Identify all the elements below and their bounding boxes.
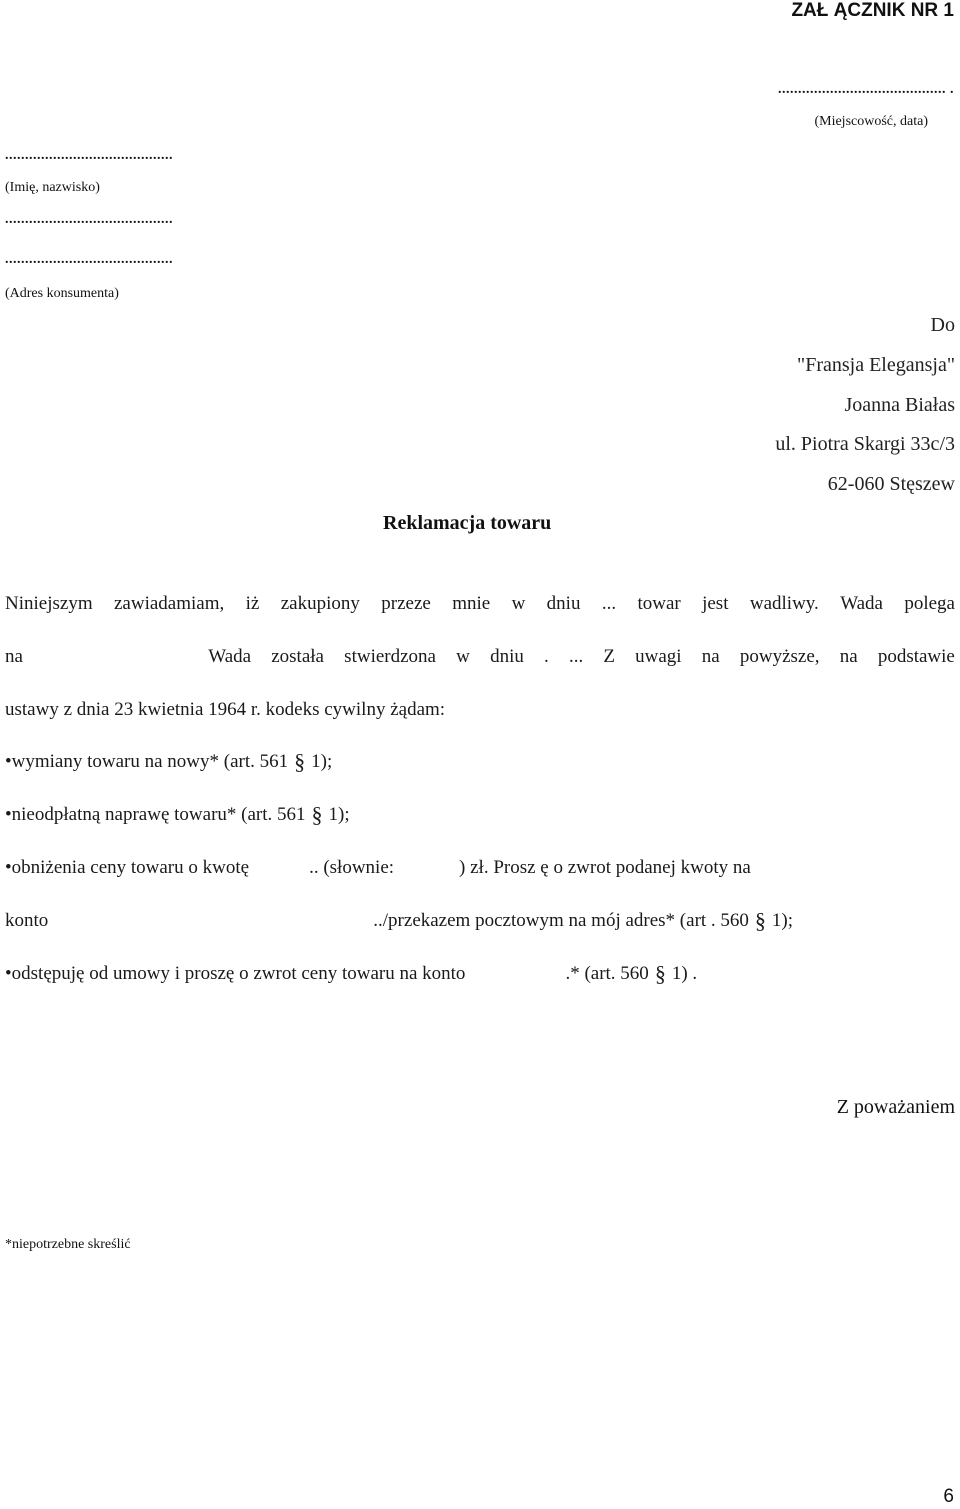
option-text: •nieodpłatną naprawę towaru* (art. 561 <box>5 804 306 825</box>
body-word: na <box>701 646 720 667</box>
body-word: Wada <box>208 646 252 667</box>
place-date-placeholder: .......................................... . <box>778 82 954 97</box>
body-word: podstawie <box>877 646 955 667</box>
option-text-end: 1) . <box>671 963 698 984</box>
option-text: •obniżenia ceny towaru o kwotę <box>5 857 250 878</box>
claim-option-repair <box>5 803 350 827</box>
recipient-to: Do <box>930 314 955 336</box>
body-word: w <box>511 593 526 614</box>
option-text-end: 1); <box>328 804 350 825</box>
body-word: polega <box>904 593 955 614</box>
option-text: .* (art. 560 <box>565 963 649 984</box>
body-word: towar <box>637 593 681 614</box>
name-placeholder: .......................................... <box>5 148 173 163</box>
closing-greeting: Z poważaniem <box>836 1096 955 1118</box>
document-title: Reklamacja towaru <box>383 512 552 534</box>
body-line-2 <box>5 645 955 669</box>
body-word: jest <box>702 593 729 614</box>
option-text-end: 1); <box>311 751 333 772</box>
body-word: zakupiony <box>280 593 360 614</box>
body-word: . <box>544 646 549 667</box>
recipient-company: "Fransja Elegansja" <box>797 354 955 376</box>
claim-option-price-reduction-cont <box>5 909 793 933</box>
option-text: •wymiany towaru na nowy* (art. 561 <box>5 751 289 772</box>
name-label: (Imię, nazwisko) <box>5 180 100 195</box>
option-text: •odstępuję od umowy i proszę o zwrot ceny towaru na konto <box>5 963 466 984</box>
recipient-city: 62-060 Stęszew <box>827 473 955 495</box>
section-sign: § <box>654 961 666 986</box>
body-word: Niniejszym <box>5 593 93 614</box>
place-date-label: (Miejscowość, data) <box>814 114 928 129</box>
body-word: wadliwy. <box>749 593 819 614</box>
attachment-title: ZAŁ ĄCZNIK NR 1 <box>791 0 954 21</box>
option-text: ) zł. Prosz ę o zwrot podanej kwoty na <box>459 857 751 878</box>
address-label: (Adres konsumenta) <box>5 286 119 301</box>
body-word: na <box>839 646 858 667</box>
body-word: została <box>271 646 324 667</box>
body-word: w <box>456 646 470 667</box>
body-word: ... <box>601 593 617 614</box>
body-word: uwagi <box>635 646 682 667</box>
body-word: powyższe, <box>739 646 820 667</box>
claim-option-withdrawal <box>5 962 697 986</box>
footnote: *niepotrzebne skreślić <box>5 1237 131 1252</box>
recipient-street: ul. Piotra Skargi 33c/3 <box>775 433 955 455</box>
option-text: ../przekazem pocztowym na mój adres* (art . 560 <box>373 910 749 931</box>
body-word: zawiadamiam, <box>113 593 225 614</box>
body-word: na <box>5 646 23 667</box>
body-word: dniu <box>490 646 524 667</box>
option-text-end: 1); <box>771 910 794 931</box>
body-word: Wada <box>840 593 883 614</box>
claim-option-price-reduction <box>5 856 751 880</box>
address-placeholder-1: .......................................... <box>5 212 173 227</box>
section-sign: § <box>311 802 323 827</box>
body-word: ... <box>568 646 584 667</box>
option-text: konto <box>5 910 49 931</box>
option-text: .. (słownie: <box>309 857 395 878</box>
body-word: iż <box>245 593 260 614</box>
body-word: dniu <box>546 593 581 614</box>
body-word: stwierdzona <box>344 646 436 667</box>
body-word: mnie <box>452 593 491 614</box>
recipient-person: Joanna Białas <box>844 394 955 416</box>
section-sign: § <box>294 749 306 774</box>
claim-option-replacement <box>5 750 332 774</box>
section-sign: § <box>754 908 766 933</box>
address-placeholder-2: .......................................... <box>5 252 173 267</box>
body-word: przeze <box>381 593 431 614</box>
body-line-1 <box>5 592 955 616</box>
blank-space <box>43 645 188 669</box>
body-word: Z <box>603 646 615 667</box>
page-number: 6 <box>943 1486 954 1507</box>
body-line-3: ustawy z dnia 23 kwietnia 1964 r. kodeks cywilny żądam: <box>5 699 446 720</box>
